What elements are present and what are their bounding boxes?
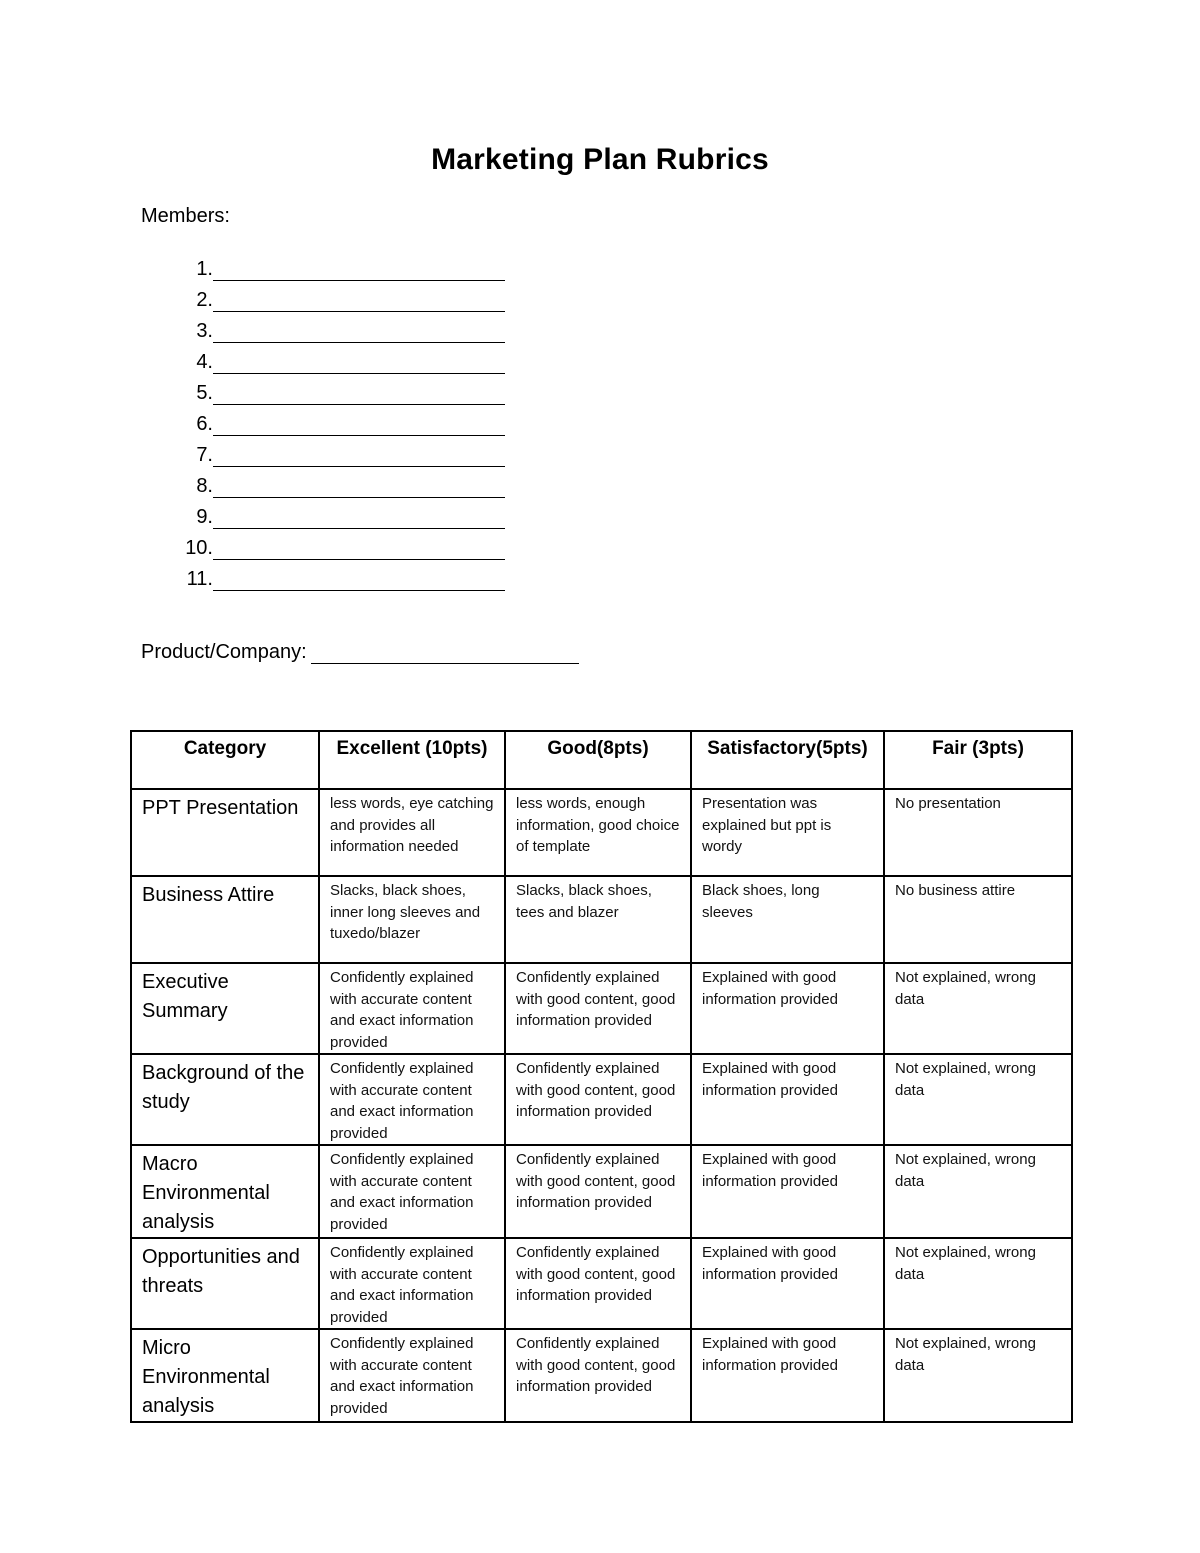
member-number: 8.: [196, 475, 213, 497]
excellent-cell: Confidently explained with accurate content and exact information provided: [319, 1238, 505, 1329]
category-cell: Background of the study: [131, 1054, 319, 1145]
member-blank-line[interactable]: [213, 318, 505, 343]
member-blank-line[interactable]: [213, 349, 505, 374]
good-cell: Confidently explained with good content, good information provided: [505, 1145, 691, 1238]
table-row: [131, 789, 1072, 876]
member-blank-line[interactable]: [213, 442, 505, 467]
member-blank-line[interactable]: [213, 411, 505, 436]
header-category: Category: [131, 731, 319, 789]
satisfactory-cell: Explained with good information provided: [691, 963, 884, 1054]
member-list: [141, 250, 505, 591]
satisfactory-cell: Presentation was explained but ppt is wordy: [691, 789, 884, 876]
member-blank-line[interactable]: [213, 287, 505, 312]
member-number: 7.: [196, 444, 213, 466]
excellent-cell: less words, eye catching and provides all information needed: [319, 789, 505, 876]
page-title: Marketing Plan Rubrics: [431, 143, 769, 176]
table-row: [131, 876, 1072, 963]
member-row: [141, 498, 505, 529]
header-satisfactory: Satisfactory(5pts): [691, 731, 884, 789]
excellent-cell: Confidently explained with accurate content and exact information provided: [319, 1145, 505, 1238]
member-blank-line[interactable]: [213, 256, 505, 281]
member-blank-line[interactable]: [213, 380, 505, 405]
member-row: [141, 467, 505, 498]
header-good: Good(8pts): [505, 731, 691, 789]
category-cell: Business Attire: [131, 876, 319, 963]
table-row: [131, 1054, 1072, 1145]
member-number: 1.: [196, 258, 213, 280]
satisfactory-cell: Explained with good information provided: [691, 1329, 884, 1422]
member-blank-line[interactable]: [213, 504, 505, 529]
member-row: [141, 560, 505, 591]
category-cell: Macro Environmental analysis: [131, 1145, 319, 1238]
header-excellent: Excellent (10pts): [319, 731, 505, 789]
member-number: 3.: [196, 320, 213, 342]
good-cell: less words, enough information, good choice of template: [505, 789, 691, 876]
fair-cell: Not explained, wrong data: [884, 1145, 1072, 1238]
table-header-row: [131, 731, 1072, 789]
excellent-cell: Confidently explained with accurate content and exact information provided: [319, 1329, 505, 1422]
member-row: [141, 374, 505, 405]
member-row: [141, 281, 505, 312]
good-cell: Confidently explained with good content, good information provided: [505, 1329, 691, 1422]
member-blank-line[interactable]: [213, 535, 505, 560]
members-label: Members:: [141, 205, 230, 227]
category-cell: PPT Presentation: [131, 789, 319, 876]
good-cell: Confidently explained with good content, good information provided: [505, 1238, 691, 1329]
member-row: [141, 529, 505, 560]
member-blank-line[interactable]: [213, 566, 505, 591]
member-number: 11.: [186, 568, 213, 590]
fair-cell: Not explained, wrong data: [884, 963, 1072, 1054]
rubric-table: [130, 730, 1073, 1423]
member-blank-line[interactable]: [213, 473, 505, 498]
member-row: [141, 436, 505, 467]
category-cell: Opportunities and threats: [131, 1238, 319, 1329]
fair-cell: Not explained, wrong data: [884, 1329, 1072, 1422]
product-company-row: [141, 641, 579, 664]
product-company-blank-line[interactable]: [311, 641, 579, 664]
satisfactory-cell: Black shoes, long sleeves: [691, 876, 884, 963]
member-number: 10.: [185, 537, 213, 559]
excellent-cell: Slacks, black shoes, inner long sleeves and tuxedo/blazer: [319, 876, 505, 963]
fair-cell: No business attire: [884, 876, 1072, 963]
excellent-cell: Confidently explained with accurate content and exact information provided: [319, 1054, 505, 1145]
member-row: [141, 312, 505, 343]
member-row: [141, 405, 505, 436]
table-row: [131, 1145, 1072, 1238]
category-cell: Micro Environmental analysis: [131, 1329, 319, 1422]
table-row: [131, 1238, 1072, 1329]
product-company-label: Product/Company:: [141, 641, 307, 663]
fair-cell: Not explained, wrong data: [884, 1238, 1072, 1329]
excellent-cell: Confidently explained with accurate content and exact information provided: [319, 963, 505, 1054]
member-number: 9.: [196, 506, 213, 528]
category-cell: Executive Summary: [131, 963, 319, 1054]
member-number: 6.: [196, 413, 213, 435]
member-number: 5.: [196, 382, 213, 404]
satisfactory-cell: Explained with good information provided: [691, 1238, 884, 1329]
member-number: 2.: [196, 289, 213, 311]
good-cell: Confidently explained with good content, good information provided: [505, 1054, 691, 1145]
fair-cell: No presentation: [884, 789, 1072, 876]
member-row: [141, 343, 505, 374]
header-fair: Fair (3pts): [884, 731, 1072, 789]
member-row: [141, 250, 505, 281]
good-cell: Confidently explained with good content, good information provided: [505, 963, 691, 1054]
fair-cell: Not explained, wrong data: [884, 1054, 1072, 1145]
table-row: [131, 963, 1072, 1054]
good-cell: Slacks, black shoes, tees and blazer: [505, 876, 691, 963]
table-row: [131, 1329, 1072, 1422]
satisfactory-cell: Explained with good information provided: [691, 1145, 884, 1238]
member-number: 4.: [196, 351, 213, 373]
satisfactory-cell: Explained with good information provided: [691, 1054, 884, 1145]
